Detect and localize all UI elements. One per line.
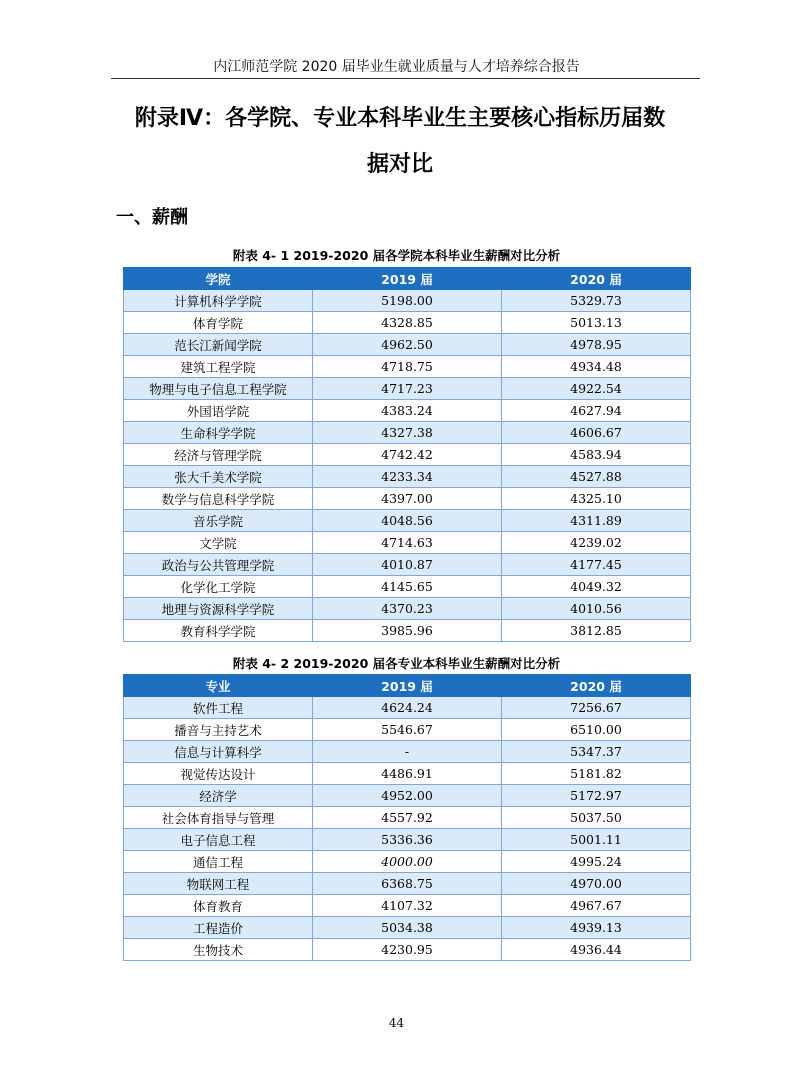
table-row bbox=[124, 719, 691, 741]
cell-name: 信息与计算科学 bbox=[124, 741, 313, 763]
table-row bbox=[124, 554, 691, 576]
cell-name: 计算机科学学院 bbox=[124, 290, 313, 312]
table-row bbox=[124, 290, 691, 312]
cell-name: 工程造价 bbox=[124, 917, 313, 939]
table-row bbox=[124, 829, 691, 851]
column-header-college: 学院 bbox=[124, 268, 313, 290]
cell-2019: 5034.38 bbox=[313, 917, 502, 939]
cell-2019: 4328.85 bbox=[313, 312, 502, 334]
table-row bbox=[124, 400, 691, 422]
table-row bbox=[124, 312, 691, 334]
header-rule bbox=[111, 78, 700, 79]
table-row bbox=[124, 598, 691, 620]
cell-2020: 5347.37 bbox=[502, 741, 691, 763]
table-row bbox=[124, 917, 691, 939]
cell-2020: 4583.94 bbox=[502, 444, 691, 466]
appendix-title bbox=[100, 96, 700, 188]
table-row bbox=[124, 939, 691, 961]
cell-name: 经济与管理学院 bbox=[124, 444, 313, 466]
cell-2019: 4107.32 bbox=[313, 895, 502, 917]
cell-name: 生命科学学院 bbox=[124, 422, 313, 444]
table-row bbox=[124, 576, 691, 598]
cell-name: 播音与主持艺术 bbox=[124, 719, 313, 741]
cell-2020: 5172.97 bbox=[502, 785, 691, 807]
cell-2019: 6368.75 bbox=[313, 873, 502, 895]
page-number: 44 bbox=[388, 1016, 405, 1030]
table-row bbox=[124, 334, 691, 356]
column-header-2020: 2020 届 bbox=[502, 268, 691, 290]
table-row bbox=[124, 356, 691, 378]
cell-2020: 4627.94 bbox=[502, 400, 691, 422]
cell-2020: 5013.13 bbox=[502, 312, 691, 334]
major-salary-table bbox=[123, 674, 691, 961]
table-row bbox=[124, 807, 691, 829]
cell-2020: 4527.88 bbox=[502, 466, 691, 488]
cell-name: 张大千美术学院 bbox=[124, 466, 313, 488]
cell-2019: 4742.42 bbox=[313, 444, 502, 466]
college-salary-table bbox=[123, 267, 691, 642]
column-header-2019: 2019 届 bbox=[313, 268, 502, 290]
cell-name: 政治与公共管理学院 bbox=[124, 554, 313, 576]
cell-2020: 4239.02 bbox=[502, 532, 691, 554]
cell-2019: 4370.23 bbox=[313, 598, 502, 620]
cell-2019: 4624.24 bbox=[313, 697, 502, 719]
cell-2020: 5001.11 bbox=[502, 829, 691, 851]
cell-name: 物理与电子信息工程学院 bbox=[124, 378, 313, 400]
table-row bbox=[124, 697, 691, 719]
cell-2020: 4970.00 bbox=[502, 873, 691, 895]
appendix-title-line-1: 附录Ⅳ：各学院、专业本科毕业生主要核心指标历届数 bbox=[134, 106, 666, 131]
cell-name: 视觉传达设计 bbox=[124, 763, 313, 785]
cell-name: 物联网工程 bbox=[124, 873, 313, 895]
cell-name: 经济学 bbox=[124, 785, 313, 807]
cell-2019: 4010.87 bbox=[313, 554, 502, 576]
cell-2019: 4952.00 bbox=[313, 785, 502, 807]
table-row bbox=[124, 763, 691, 785]
table-row bbox=[124, 851, 691, 873]
cell-2019: 5336.36 bbox=[313, 829, 502, 851]
table-row bbox=[124, 378, 691, 400]
cell-2020: 4995.24 bbox=[502, 851, 691, 873]
cell-2019: 4717.23 bbox=[313, 378, 502, 400]
cell-name: 生物技术 bbox=[124, 939, 313, 961]
table-row bbox=[124, 873, 691, 895]
cell-2020: 4922.54 bbox=[502, 378, 691, 400]
cell-name: 数学与信息科学学院 bbox=[124, 488, 313, 510]
cell-2019: 4397.00 bbox=[313, 488, 502, 510]
cell-2019: 4718.75 bbox=[313, 356, 502, 378]
cell-name: 体育学院 bbox=[124, 312, 313, 334]
cell-2019: 4327.38 bbox=[313, 422, 502, 444]
table-2-caption: 附表 4- 2 2019-2020 届各专业本科毕业生薪酬对比分析 bbox=[232, 656, 561, 671]
table-row bbox=[124, 895, 691, 917]
cell-name: 范长江新闻学院 bbox=[124, 334, 313, 356]
column-header-2019: 2019 届 bbox=[313, 675, 502, 697]
cell-2020: 4049.32 bbox=[502, 576, 691, 598]
cell-name: 外国语学院 bbox=[124, 400, 313, 422]
table-row bbox=[124, 466, 691, 488]
table-row bbox=[124, 422, 691, 444]
cell-2020: 4177.45 bbox=[502, 554, 691, 576]
appendix-title-line-2: 据对比 bbox=[366, 152, 433, 177]
cell-2020: 4010.56 bbox=[502, 598, 691, 620]
cell-2020: 4606.67 bbox=[502, 422, 691, 444]
cell-2019: 4145.65 bbox=[313, 576, 502, 598]
cell-2020: 4936.44 bbox=[502, 939, 691, 961]
cell-2020: 7256.67 bbox=[502, 697, 691, 719]
table-row bbox=[124, 741, 691, 763]
cell-2020: 4325.10 bbox=[502, 488, 691, 510]
cell-2020: 5181.82 bbox=[502, 763, 691, 785]
cell-name: 音乐学院 bbox=[124, 510, 313, 532]
cell-name: 通信工程 bbox=[124, 851, 313, 873]
table-row bbox=[124, 444, 691, 466]
cell-2020: 3812.85 bbox=[502, 620, 691, 642]
cell-name: 体育教育 bbox=[124, 895, 313, 917]
cell-2020: 6510.00 bbox=[502, 719, 691, 741]
cell-2020: 4311.89 bbox=[502, 510, 691, 532]
cell-2019: 4383.24 bbox=[313, 400, 502, 422]
cell-2019: 4048.56 bbox=[313, 510, 502, 532]
cell-name: 建筑工程学院 bbox=[124, 356, 313, 378]
cell-name: 电子信息工程 bbox=[124, 829, 313, 851]
table-row bbox=[124, 620, 691, 642]
table-row bbox=[124, 532, 691, 554]
cell-name: 地理与资源科学学院 bbox=[124, 598, 313, 620]
table-row bbox=[124, 785, 691, 807]
cell-2020: 5329.73 bbox=[502, 290, 691, 312]
cell-name: 教育科学学院 bbox=[124, 620, 313, 642]
cell-2020: 4934.48 bbox=[502, 356, 691, 378]
cell-2020: 4967.67 bbox=[502, 895, 691, 917]
table-row bbox=[124, 488, 691, 510]
cell-2019: 4230.95 bbox=[313, 939, 502, 961]
cell-2019: 4486.91 bbox=[313, 763, 502, 785]
table-1-caption: 附表 4- 1 2019-2020 届各学院本科毕业生薪酬对比分析 bbox=[232, 248, 561, 263]
cell-name: 软件工程 bbox=[124, 697, 313, 719]
cell-2020: 5037.50 bbox=[502, 807, 691, 829]
table-header-row bbox=[124, 268, 691, 290]
column-header-major: 专业 bbox=[124, 675, 313, 697]
cell-2019: - bbox=[313, 741, 502, 763]
running-header: 内江师范学院 2020 届毕业生就业质量与人才培养综合报告 bbox=[213, 59, 580, 75]
cell-2019: 4233.34 bbox=[313, 466, 502, 488]
table-row bbox=[124, 510, 691, 532]
section-title: 一、薪酬 bbox=[116, 207, 188, 228]
cell-2019: 5546.67 bbox=[313, 719, 502, 741]
cell-2019: 5198.00 bbox=[313, 290, 502, 312]
cell-name: 化学化工学院 bbox=[124, 576, 313, 598]
cell-name: 文学院 bbox=[124, 532, 313, 554]
column-header-2020: 2020 届 bbox=[502, 675, 691, 697]
cell-2019: 4714.63 bbox=[313, 532, 502, 554]
cell-2020: 4978.95 bbox=[502, 334, 691, 356]
cell-2020: 4939.13 bbox=[502, 917, 691, 939]
cell-2019: 4000.00 bbox=[313, 851, 502, 873]
cell-name: 社会体育指导与管理 bbox=[124, 807, 313, 829]
cell-2019: 4557.92 bbox=[313, 807, 502, 829]
cell-2019: 4962.50 bbox=[313, 334, 502, 356]
cell-2019: 3985.96 bbox=[313, 620, 502, 642]
table-header-row bbox=[124, 675, 691, 697]
